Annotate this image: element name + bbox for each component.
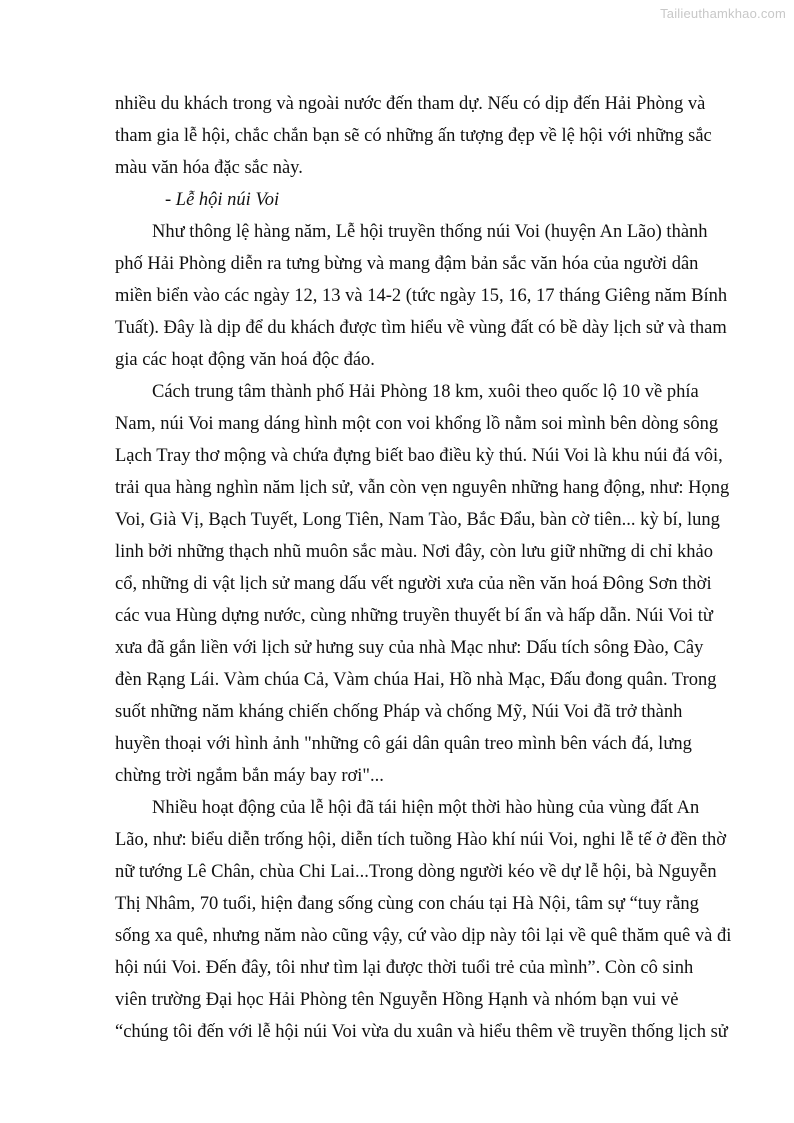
text-line: Nam, núi Voi mang dáng hình một con voi khổng lồ nằm soi mình bên dòng sông [115, 414, 719, 434]
text-line: chừng trời ngắm bắn máy bay rơi"... [115, 766, 384, 786]
text-line: nữ tướng Lê Chân, chùa Chi Lai...Trong dòng người kéo về dự lễ hội, bà Nguyễn [115, 862, 717, 882]
text-line: trải qua hàng nghìn năm lịch sử, vẫn còn vẹn nguyên những hang động, như: Họng [115, 478, 730, 498]
text-line: các vua Hùng dựng nước, cùng những truyền thuyết bí ẩn và hấp dẫn. Núi Voi từ [115, 606, 713, 626]
text-line: Lão, như: biểu diễn trống hội, diễn tích tuồng Hào khí núi Voi, nghi lễ tế ở đền thờ [115, 830, 727, 850]
text-line: Voi, Già Vị, Bạch Tuyết, Long Tiên, Nam Tào, Bắc Đẩu, bàn cờ tiên... kỳ bí, lung [115, 510, 720, 530]
text-line: tham gia lễ hội, chắc chắn bạn sẽ có những ấn tượng đẹp về lệ hội với những sắc [115, 126, 712, 146]
section-heading: - Lễ hội núi Voi [165, 190, 280, 210]
text-line: cổ, những di vật lịch sử mang dấu vết người xưa của nền văn hoá Đông Sơn thời [115, 574, 712, 594]
text-line: màu văn hóa đặc sắc này. [115, 158, 303, 178]
text-line: Như thông lệ hàng năm, Lễ hội truyền thống núi Voi (huyện An Lão) thành [115, 222, 708, 242]
text-line: Nhiều hoạt động của lễ hội đã tái hiện một thời hào hùng của vùng đất An [115, 798, 700, 818]
document-body [115, 88, 740, 1048]
text-line: Lạch Tray thơ mộng và chứa đựng biết bao điều kỳ thú. Núi Voi là khu núi đá vôi, [115, 446, 723, 466]
text-line: linh bởi những thạch nhũ muôn sắc màu. Nơi đây, còn lưu giữ những di chỉ khảo [115, 542, 713, 562]
text-line: xưa đã gắn liền với lịch sử hưng suy của nhà Mạc như: Dấu tích sông Đào, Cây [115, 638, 704, 658]
text-line: phố Hải Phòng diễn ra tưng bừng và mang đậm bản sắc văn hóa của người dân [115, 254, 699, 274]
text-line: Thị Nhâm, 70 tuổi, hiện đang sống cùng con cháu tại Hà Nội, tâm sự “tuy rằng [115, 894, 699, 914]
text-line: sống xa quê, nhưng năm nào cũng vậy, cứ vào dịp này tôi lại về quê thăm quê và đi [115, 926, 732, 946]
text-line: gia các hoạt động văn hoá độc đáo. [115, 350, 375, 370]
text-line: nhiều du khách trong và ngoài nước đến tham dự. Nếu có dịp đến Hải Phòng và [115, 94, 706, 114]
text-line: hội núi Voi. Đến đây, tôi như tìm lại được thời tuổi trẻ của mình”. Còn cô sinh [115, 958, 694, 978]
text-line: huyền thoại với hình ảnh "những cô gái dân quân treo mình bên vách đá, lưng [115, 734, 692, 754]
text-line: Cách trung tâm thành phố Hải Phòng 18 km, xuôi theo quốc lộ 10 về phía [115, 382, 699, 402]
text-line: viên trường Đại học Hải Phòng tên Nguyễn Hồng Hạnh và nhóm bạn vui vẻ [115, 990, 679, 1010]
text-line: đèn Rạng Lái. Vàm chúa Cả, Vàm chúa Hai, Hồ nhà Mạc, Đấu đong quân. Trong [115, 670, 717, 690]
text-line: Tuất). Đây là dịp để du khách được tìm hiểu về vùng đất có bề dày lịch sử và tham [115, 318, 727, 338]
watermark: Tailieuthamkhao.com [660, 6, 786, 21]
text-line: miền biển vào các ngày 12, 13 và 14-2 (tức ngày 15, 16, 17 tháng Giêng năm Bính [115, 286, 728, 306]
text-line: suốt những năm kháng chiến chống Pháp và chống Mỹ, Núi Voi đã trở thành [115, 702, 683, 722]
text-line: “chúng tôi đến với lễ hội núi Voi vừa du xuân và hiểu thêm về truyền thống lịch sử [115, 1022, 728, 1042]
